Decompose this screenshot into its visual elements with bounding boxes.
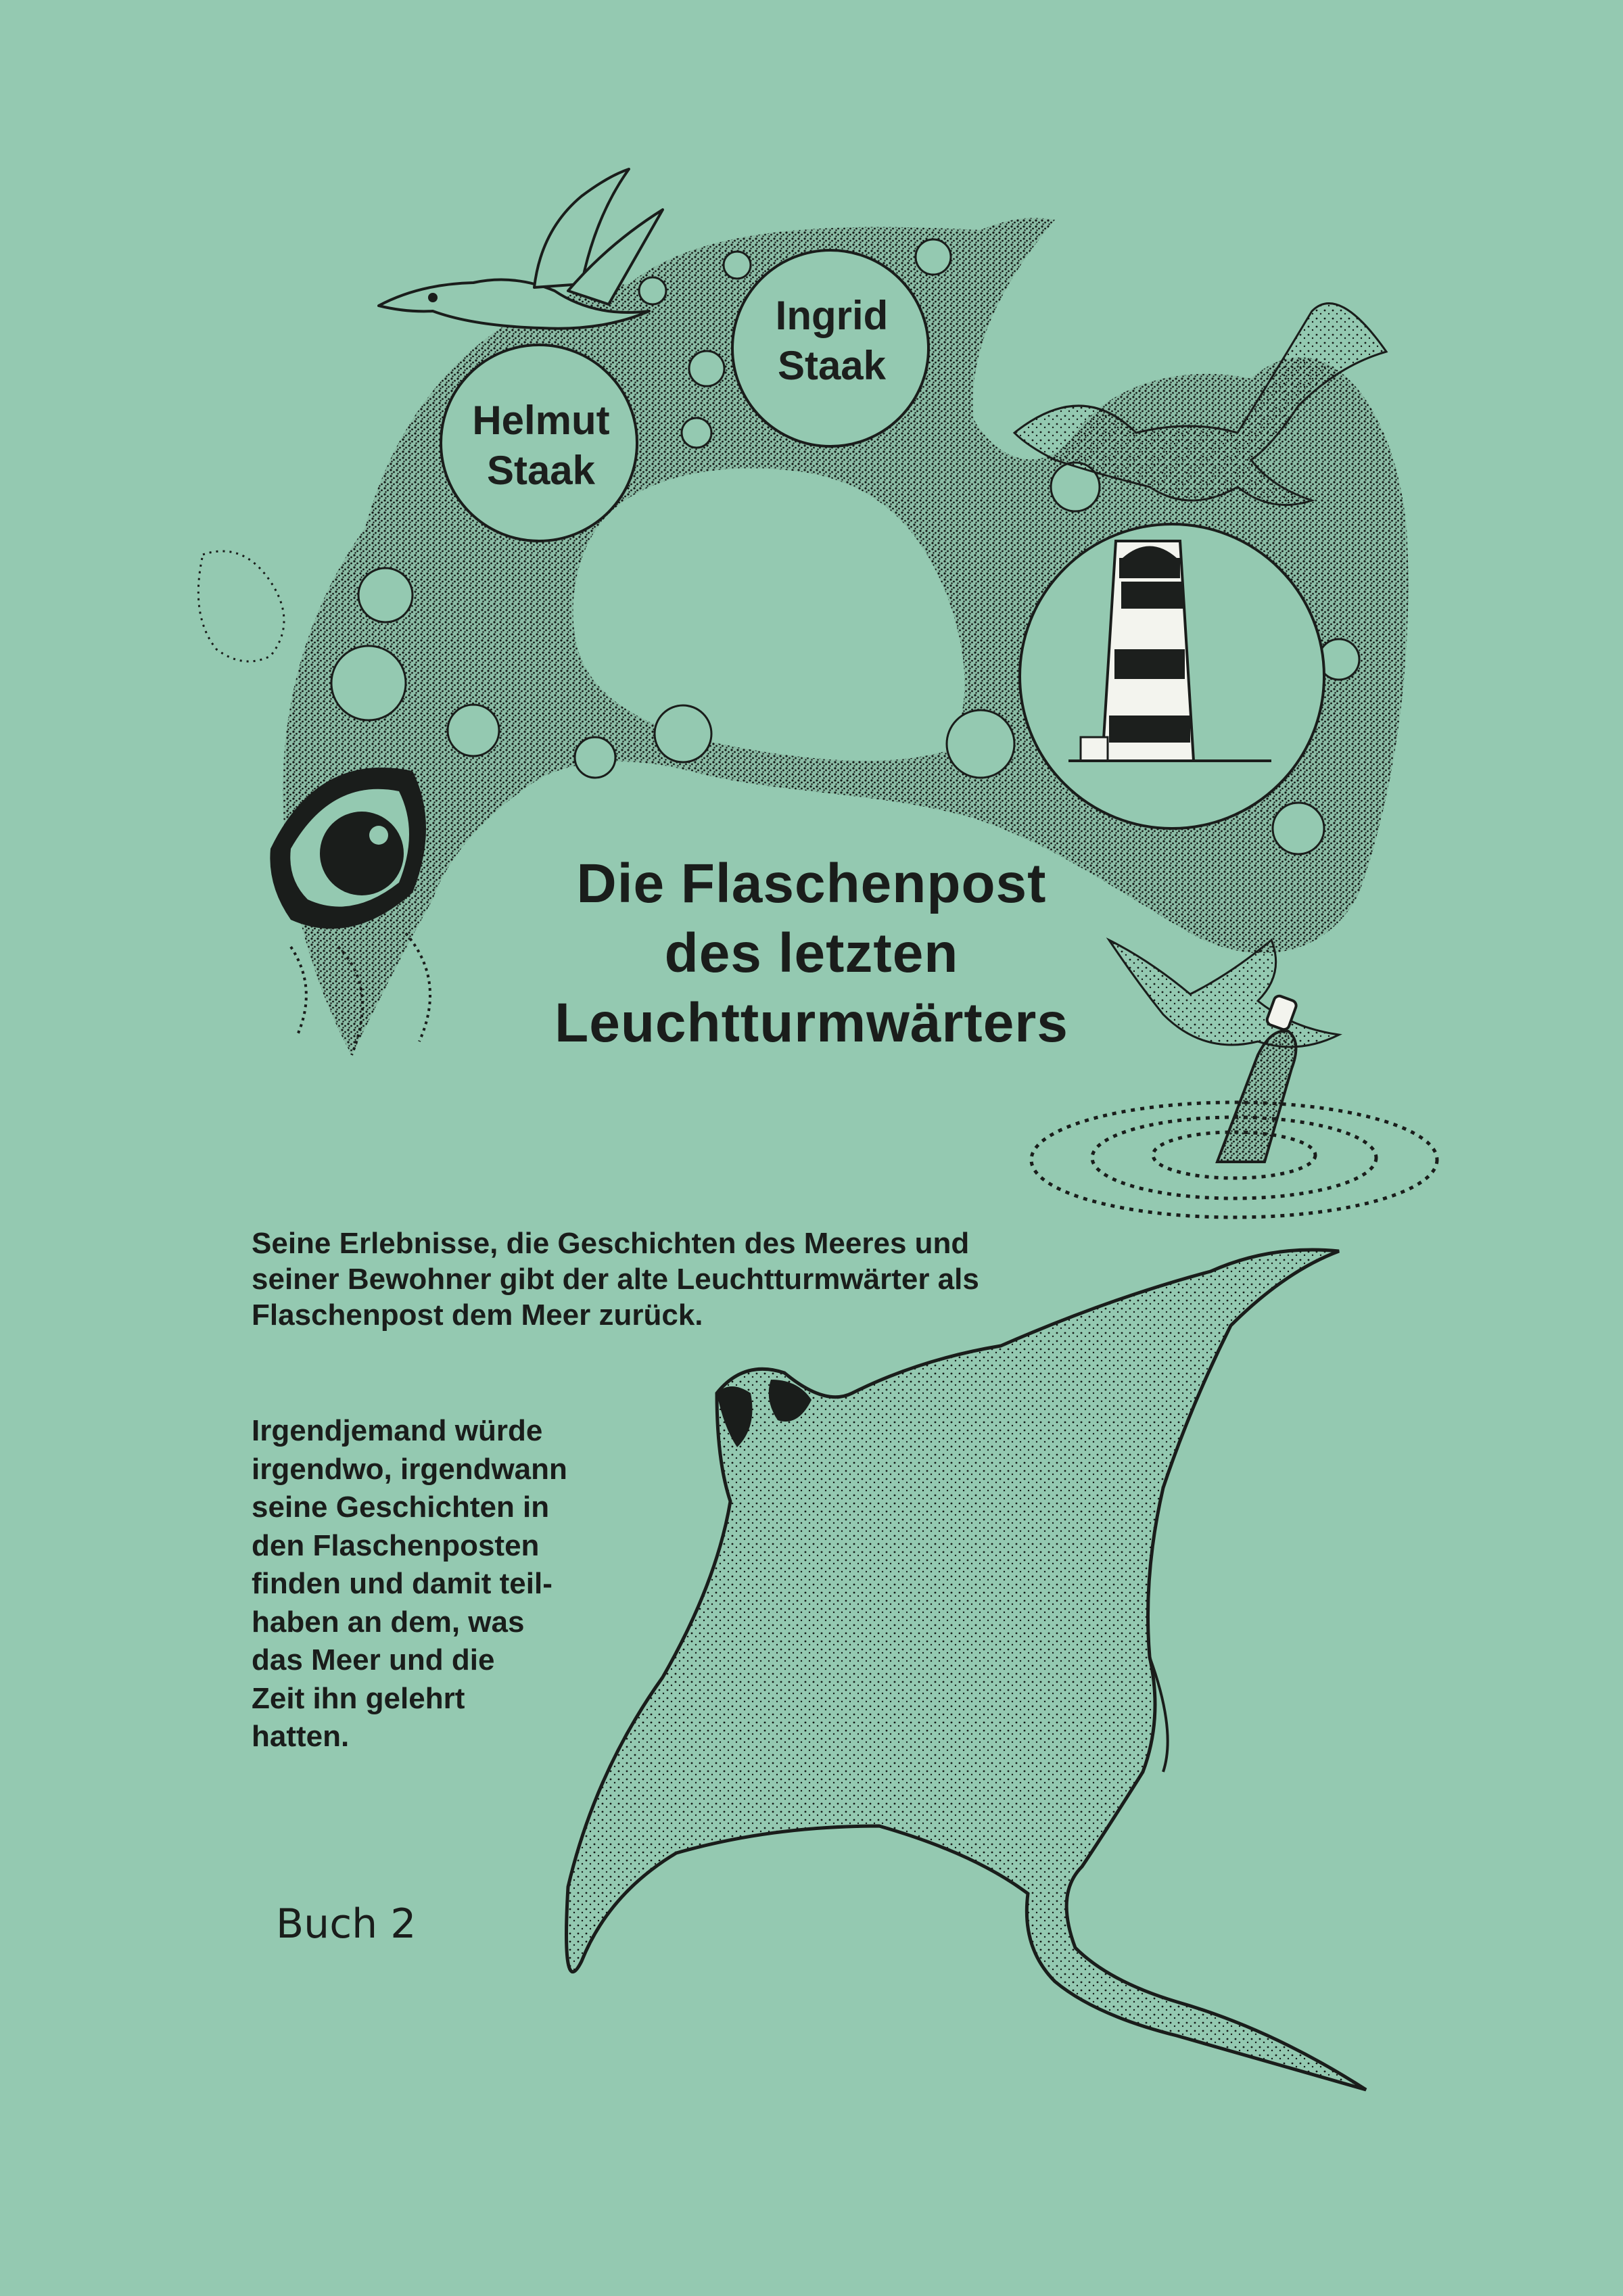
story-paragraph [252, 1412, 630, 1756]
story-line: den Flaschenposten [252, 1528, 540, 1562]
author-last-name: Staak [777, 343, 887, 388]
volume-label: Buch 2 [276, 1900, 417, 1948]
author-first-name: Ingrid [775, 293, 889, 338]
intro-line: Flaschenpost dem Meer zurück. [252, 1298, 703, 1332]
story-line: haben an dem, was [252, 1605, 525, 1639]
story-line: irgendwo, irgendwann [252, 1452, 567, 1486]
manta-ray-icon [567, 1250, 1367, 2090]
author-last-name: Staak [486, 448, 596, 493]
author-name-helmut [433, 396, 649, 496]
intro-line: seiner Bewohner gibt der alte Leuchtturmwärter als [252, 1263, 979, 1296]
intro-paragraph [252, 1225, 1104, 1333]
story-line: das Meer und die [252, 1643, 495, 1677]
story-line: hatten. [252, 1720, 350, 1753]
title-line: Leuchtturmwärters [555, 992, 1068, 1054]
author-name-ingrid [730, 291, 933, 391]
title-line: Die Flaschenpost [576, 853, 1047, 914]
intro-line: Seine Erlebnisse, die Geschichten des Meeres und [252, 1227, 970, 1260]
author-first-name: Helmut [472, 398, 610, 443]
story-line: Zeit ihn gelehrt [252, 1681, 465, 1715]
book-title [487, 849, 1136, 1058]
story-line: finden und damit teil- [252, 1567, 552, 1600]
title-line: des letzten [664, 922, 959, 984]
lighthouse-icon [1020, 524, 1324, 828]
story-line: seine Geschichten in [252, 1491, 550, 1524]
story-line: Irgendjemand würde [252, 1414, 543, 1447]
